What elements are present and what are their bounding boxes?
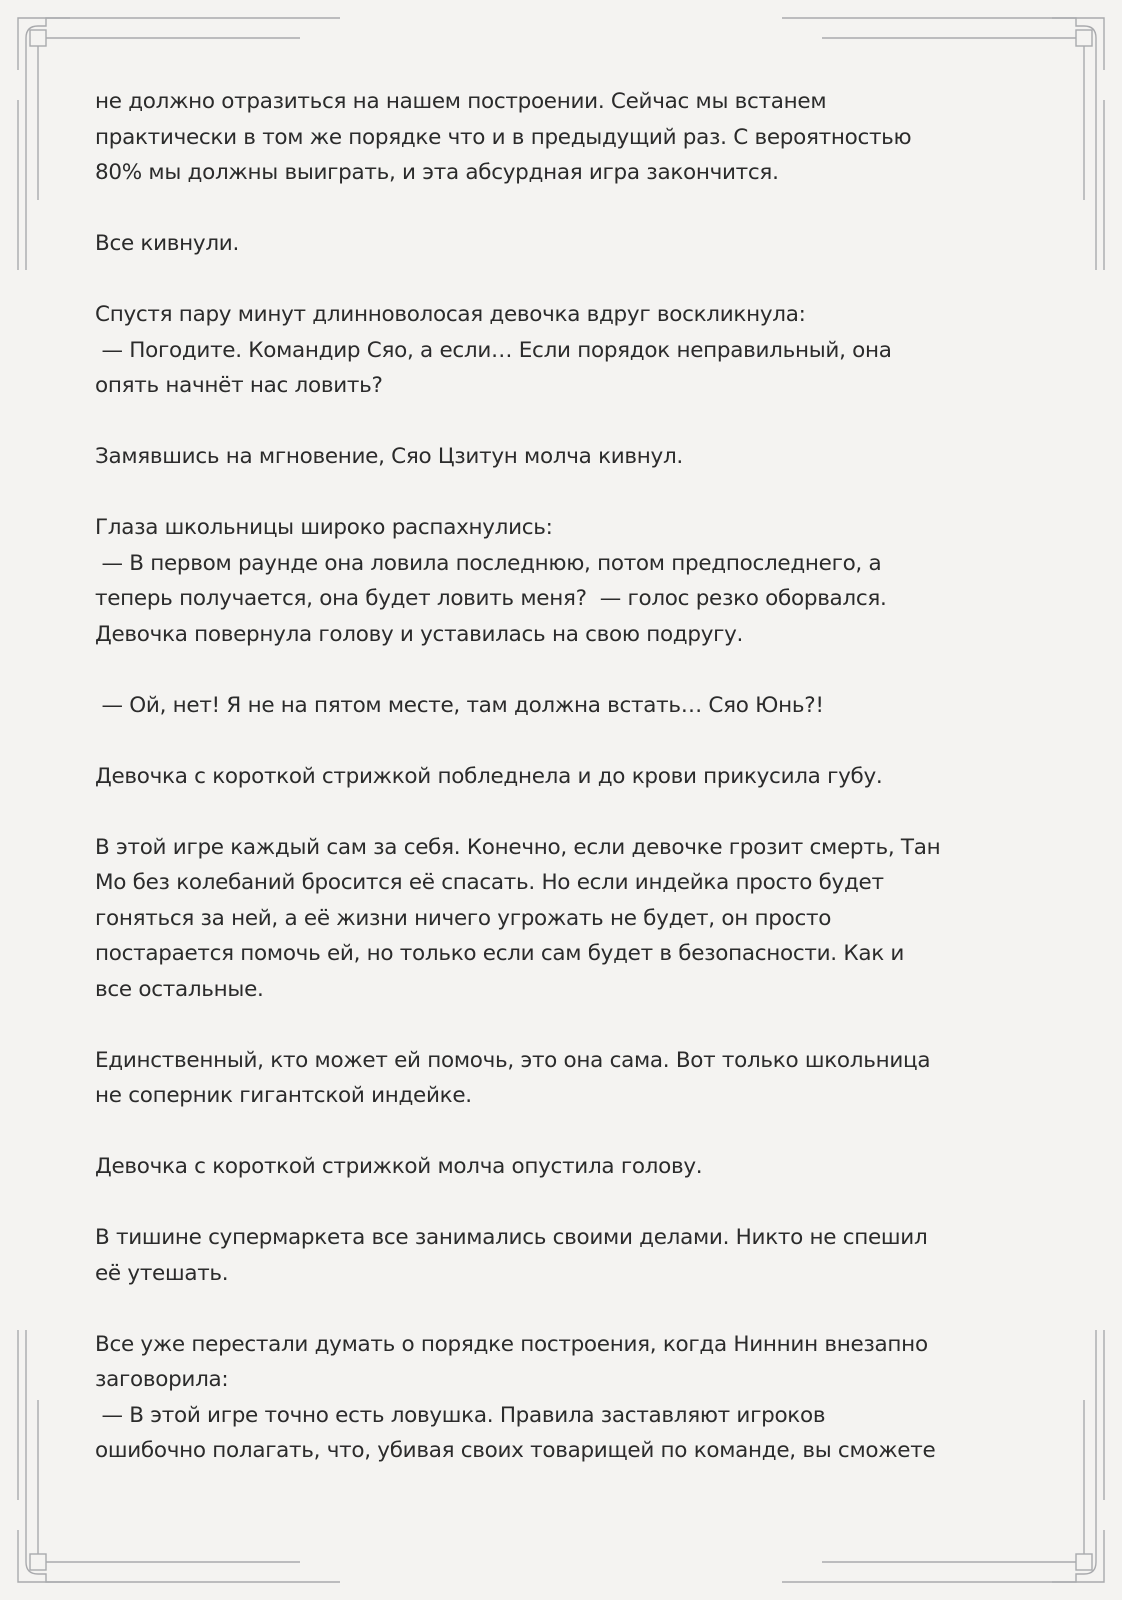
paragraph-gap <box>95 794 1035 830</box>
paragraph-gap <box>95 1291 1035 1327</box>
paragraph-gap <box>95 723 1035 759</box>
text-line: В тишине супермаркета все занимались своими делами. Никто не спешил <box>95 1225 928 1250</box>
text-line: В этой игре каждый сам за себя. Конечно, если девочке грозит смерть, Тан <box>95 834 941 860</box>
text-line: Спустя пару минут длинноволосая девочка вдруг воскликнула: <box>95 302 806 327</box>
text-line: — В первом раунде она ловила последнюю, потом предпоследнего, а <box>95 550 882 576</box>
text-line: Мо без колебаний бросится её спасать. Но если индейка просто будет <box>95 870 884 895</box>
text-line: практически в том же порядке что и в предыдущий раз. С вероятностью <box>95 124 912 150</box>
paragraph-gap <box>95 652 1035 688</box>
text-line: все остальные. <box>95 976 264 1002</box>
text-line: Замявшись на мгновение, Сяо Цзитун молча кивнул. <box>95 444 683 469</box>
text-line: её утешать. <box>95 1260 229 1286</box>
paragraph-gap <box>95 475 1035 511</box>
document-body-text <box>95 84 1035 1469</box>
paragraph-gap <box>95 1114 1035 1150</box>
text-line: Все кивнули. <box>95 231 239 256</box>
text-line: заговорила: <box>95 1367 229 1392</box>
text-line: постарается помочь ей, но только если сам будет в безопасности. Как и <box>95 941 905 966</box>
text-line: — В этой игре точно есть ловушка. Правила заставляют игроков <box>95 1402 826 1428</box>
text-line: — Ой, нет! Я не на пятом месте, там должна встать… Сяо Юнь?! <box>95 692 824 718</box>
text-line: Девочка повернула голову и уставилась на свою подругу. <box>95 621 744 647</box>
text-line: Девочка с короткой стрижкой молча опустила голову. <box>95 1154 703 1179</box>
text-line: Глаза школьницы широко распахнулись: <box>95 515 553 540</box>
text-line: ошибочно полагать, что, убивая своих товарищей по команде, вы сможете <box>95 1438 936 1463</box>
paragraph-gap <box>95 404 1035 440</box>
text-line: — Погодите. Командир Сяо, а если… Если порядок неправильный, она <box>95 337 892 363</box>
text-line: не должно отразиться на нашем построении. Сейчас мы встанем <box>95 89 827 114</box>
text-line: не соперник гигантской индейке. <box>95 1083 472 1108</box>
text-line: опять начнёт нас ловить? <box>95 373 383 398</box>
text-line: Девочка с короткой стрижкой побледнела и до крови прикусила губу. <box>95 763 883 789</box>
text-line: 80% мы должны выиграть, и эта абсурдная игра закончится. <box>95 160 779 185</box>
paragraph-gap <box>95 1007 1035 1043</box>
text-line: Единственный, кто может ей помочь, это она сама. Вот только школьница <box>95 1047 931 1073</box>
text-line: теперь получается, она будет ловить меня? — голос резко оборвался. <box>95 586 887 611</box>
paragraph-gap <box>95 262 1035 298</box>
paragraph-gap <box>95 191 1035 227</box>
text-line: Все уже перестали думать о порядке построения, когда Ниннин внезапно <box>95 1331 928 1357</box>
paragraph-gap <box>95 1185 1035 1221</box>
text-line: гоняться за ней, а её жизни ничего угрожать не будет, он просто <box>95 905 832 931</box>
